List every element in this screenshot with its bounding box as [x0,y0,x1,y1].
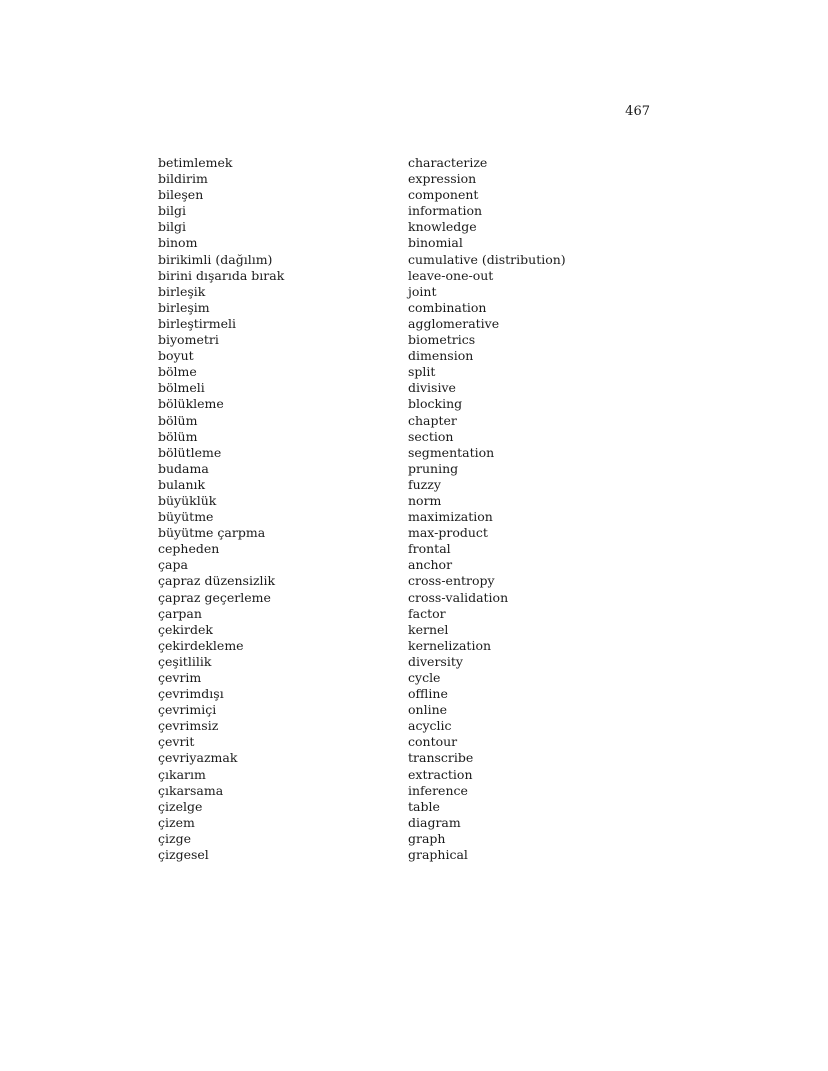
turkish-term: bölüm [158,412,198,428]
english-term: frontal [408,541,451,557]
turkish-term: büyütme [158,509,214,525]
english-term: diagram [408,814,461,830]
glossary-row [158,590,678,606]
turkish-term: çevrit [158,734,195,750]
english-term: chapter [408,412,457,428]
english-term: maximization [408,509,493,525]
glossary-row [158,799,678,815]
glossary-row [158,155,678,171]
english-term: information [408,203,483,219]
glossary-row [158,509,678,525]
english-term: fuzzy [408,476,441,492]
english-term: cross-validation [408,589,509,605]
turkish-term: bölükleme [158,396,224,412]
english-term: blocking [408,396,463,412]
english-term: anchor [408,557,453,573]
turkish-term: boyut [158,348,194,364]
turkish-term: çeşitlilik [158,653,212,669]
turkish-term: binom [158,235,198,251]
turkish-term: birleştirmeli [158,315,237,331]
english-term: dimension [408,348,474,364]
glossary-row [158,171,678,187]
glossary-row [158,235,678,251]
turkish-term: çizgesel [158,847,209,863]
turkish-term: çıkarım [158,766,206,782]
turkish-term: birini dışarıda bırak [158,267,285,283]
english-term: factor [408,605,446,621]
turkish-term: bilgi [158,219,186,235]
turkish-term: birleşik [158,283,206,299]
turkish-term: birikimli (dağılım) [158,251,273,267]
english-term: graphical [408,847,468,863]
glossary-row [158,557,678,573]
glossary-row [158,219,678,235]
glossary-row [158,622,678,638]
turkish-term: çevrimiçi [158,702,217,718]
glossary-row [158,445,678,461]
glossary-row [158,847,678,863]
glossary-row [158,187,678,203]
turkish-term: bölütleme [158,444,222,460]
english-term: segmentation [408,444,495,460]
english-term: cycle [408,670,441,685]
turkish-term: çekirdek [158,621,213,637]
glossary-row [158,284,678,300]
glossary-row [158,831,678,847]
glossary-row [158,396,678,412]
glossary-row [158,348,678,364]
english-term: knowledge [408,219,477,235]
english-term: kernelization [408,637,492,653]
glossary-table [158,155,678,863]
english-term: graph [408,830,446,846]
glossary-row [158,686,678,702]
turkish-term: çizem [158,814,195,830]
turkish-term: çekirdekleme [158,637,244,653]
english-term: cross-entropy [408,573,495,589]
english-term: pruning [408,460,459,476]
english-term: split [408,364,436,380]
glossary-row [158,638,678,654]
turkish-term: betimlemek [158,155,233,170]
turkish-term: çapraz geçerleme [158,589,271,605]
glossary-row [158,654,678,670]
english-term: agglomerative [408,315,500,331]
glossary-row [158,332,678,348]
turkish-term: çevrimsiz [158,718,219,734]
turkish-term: büyüklük [158,492,217,508]
english-term: joint [408,283,437,299]
english-term: acyclic [408,718,452,734]
page-number: 467 [625,104,650,119]
english-term: inference [408,782,468,798]
english-term: expression [408,171,477,187]
glossary-row [158,300,678,316]
glossary-row [158,252,678,268]
glossary-row [158,268,678,284]
turkish-term: çevrimdışı [158,686,224,702]
turkish-term: bulanık [158,476,206,492]
glossary-row [158,734,678,750]
english-term: max-product [408,525,488,541]
turkish-term: bileşen [158,187,204,203]
glossary-row [158,670,678,686]
glossary-row [158,493,678,509]
english-term: divisive [408,380,456,396]
glossary-row [158,477,678,493]
turkish-term: biyometri [158,332,219,348]
english-term: online [408,702,448,718]
glossary-row [158,364,678,380]
glossary-row [158,203,678,219]
english-term: component [408,187,479,203]
turkish-term: bölmeli [158,380,205,396]
turkish-term: çapraz düzensizlik [158,573,276,589]
glossary-row [158,573,678,589]
glossary-row [158,461,678,477]
english-term: norm [408,492,442,508]
turkish-term: bilgi [158,203,186,219]
turkish-term: çizelge [158,798,203,814]
glossary-row [158,525,678,541]
english-term: kernel [408,621,449,637]
english-term: combination [408,299,487,315]
glossary-row [158,380,678,396]
english-term: cumulative (distribution) [408,251,566,267]
english-term: leave-one-out [408,267,494,283]
english-term: binomial [408,235,463,251]
english-term: contour [408,734,458,750]
english-term: table [408,798,440,814]
turkish-term: çevriyazmak [158,750,238,766]
english-term: offline [408,686,448,702]
glossary-row [158,606,678,622]
turkish-term: bölüm [158,428,198,444]
turkish-term: cepheden [158,541,220,557]
english-term: transcribe [408,750,474,766]
glossary-row [158,783,678,799]
english-term: section [408,428,454,444]
glossary-row [158,413,678,429]
glossary-row [158,815,678,831]
turkish-term: çıkarsama [158,782,224,798]
turkish-term: çapa [158,557,188,573]
glossary-row [158,767,678,783]
english-term: characterize [408,155,488,170]
turkish-term: çarpan [158,605,202,621]
turkish-term: bölme [158,364,197,380]
glossary-row [158,316,678,332]
glossary-row [158,718,678,734]
glossary-row [158,750,678,766]
turkish-term: büyütme çarpma [158,525,266,541]
turkish-term: birleşim [158,299,210,315]
english-term: diversity [408,653,463,669]
glossary-row [158,702,678,718]
turkish-term: çevrim [158,670,202,685]
glossary-row [158,429,678,445]
english-term: biometrics [408,332,476,348]
english-term: extraction [408,766,473,782]
turkish-term: çizge [158,830,191,846]
glossary-row [158,541,678,557]
turkish-term: budama [158,460,209,476]
turkish-term: bildirim [158,171,208,187]
